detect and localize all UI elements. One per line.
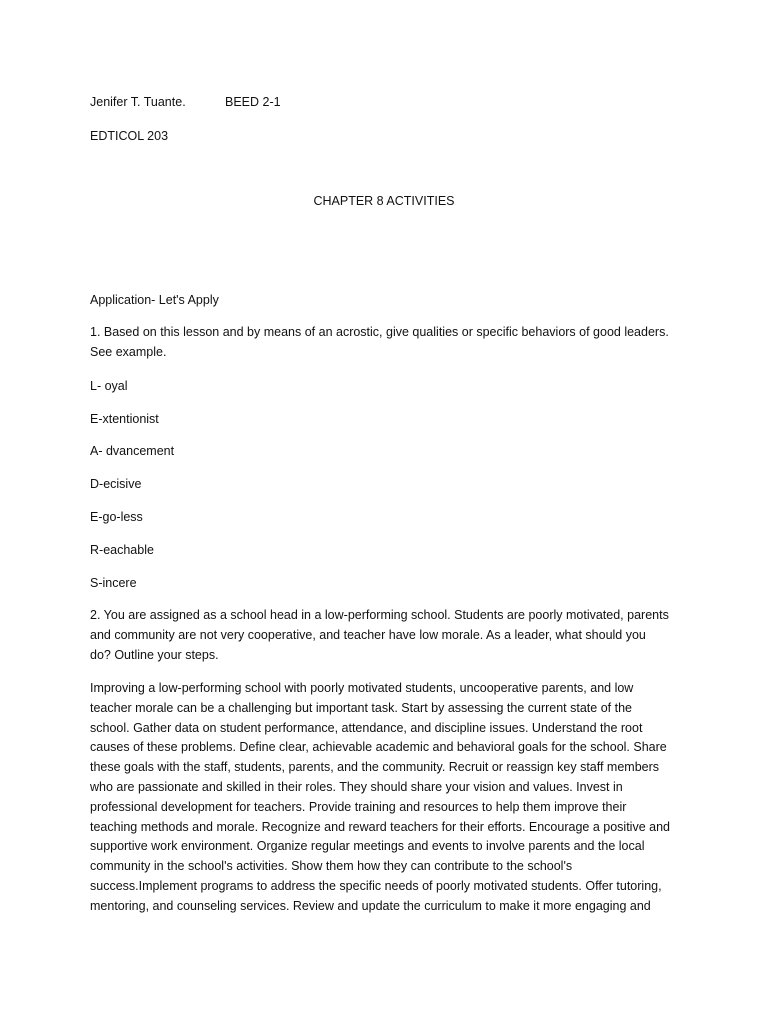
acrostic-item: E-go-less bbox=[90, 510, 143, 524]
acrostic-item: A- dvancement bbox=[90, 444, 175, 458]
author-name: Jenifer T. Tuante. bbox=[90, 95, 186, 109]
acrostic-item: S-incere bbox=[90, 576, 137, 590]
question-2-line: do? Outline your steps. bbox=[90, 647, 219, 662]
acrostic-item: D-ecisive bbox=[90, 477, 142, 491]
answer-line: Improving a low-performing school with poorly motivated students, uncooperative parents, and low bbox=[90, 681, 634, 695]
answer-line: teacher morale can be a challenging but important task. Start by assessing the current state of the bbox=[90, 700, 632, 715]
chapter-title: CHAPTER 8 ACTIVITIES bbox=[313, 194, 455, 208]
answer-line: supportive work environment. Organize regular meetings and events to involve parents and the local bbox=[90, 839, 645, 854]
question-1-line: See example. bbox=[90, 344, 167, 359]
question-1-line: 1. Based on this lesson and by means of an acrostic, give qualities or specific behaviors of good leaders. bbox=[90, 325, 669, 339]
answer-paragraph bbox=[90, 679, 690, 917]
acrostic-item: E-xtentionist bbox=[90, 412, 159, 426]
question-1 bbox=[90, 323, 690, 363]
answer-line: who are passionate and skilled in their roles. They should share your vision and values. Invest in bbox=[90, 779, 623, 794]
answer-line: success.Implement programs to address the specific needs of poorly motivated students. Offer tutoring, bbox=[90, 878, 662, 893]
answer-line: teaching methods and morale. Recognize and reward teachers for their efforts. Encourage a positive and bbox=[90, 819, 670, 834]
course-code: EDTICOL 203 bbox=[90, 129, 169, 143]
question-2-line: and community are not very cooperative, and teacher have low morale. As a leader, what should you bbox=[90, 627, 646, 642]
acrostic-item: L- oyal bbox=[90, 379, 128, 393]
application-heading: Application- Let's Apply bbox=[90, 293, 219, 307]
answer-line: mentoring, and counseling services. Review and update the curriculum to make it more engaging and bbox=[90, 898, 651, 913]
acrostic-item: R-eachable bbox=[90, 543, 154, 557]
answer-line: school. Gather data on student performance, attendance, and discipline issues. Understand the root bbox=[90, 720, 643, 735]
answer-line: professional development for teachers. Provide training and resources to help them improve their bbox=[90, 799, 627, 814]
answer-line: community in the school's activities. Show them how they can contribute to the school's bbox=[90, 859, 573, 874]
class-section: BEED 2-1 bbox=[225, 95, 281, 109]
question-2 bbox=[90, 606, 690, 665]
question-2-line: 2. You are assigned as a school head in a low-performing school. Students are poorly motivated, parents bbox=[90, 608, 669, 622]
answer-line: these goals with the staff, students, parents, and the community. Recruit or reassign key staff members bbox=[90, 760, 660, 775]
answer-line: causes of these problems. Define clear, achievable academic and behavioral goals for the school. Share bbox=[90, 740, 667, 755]
